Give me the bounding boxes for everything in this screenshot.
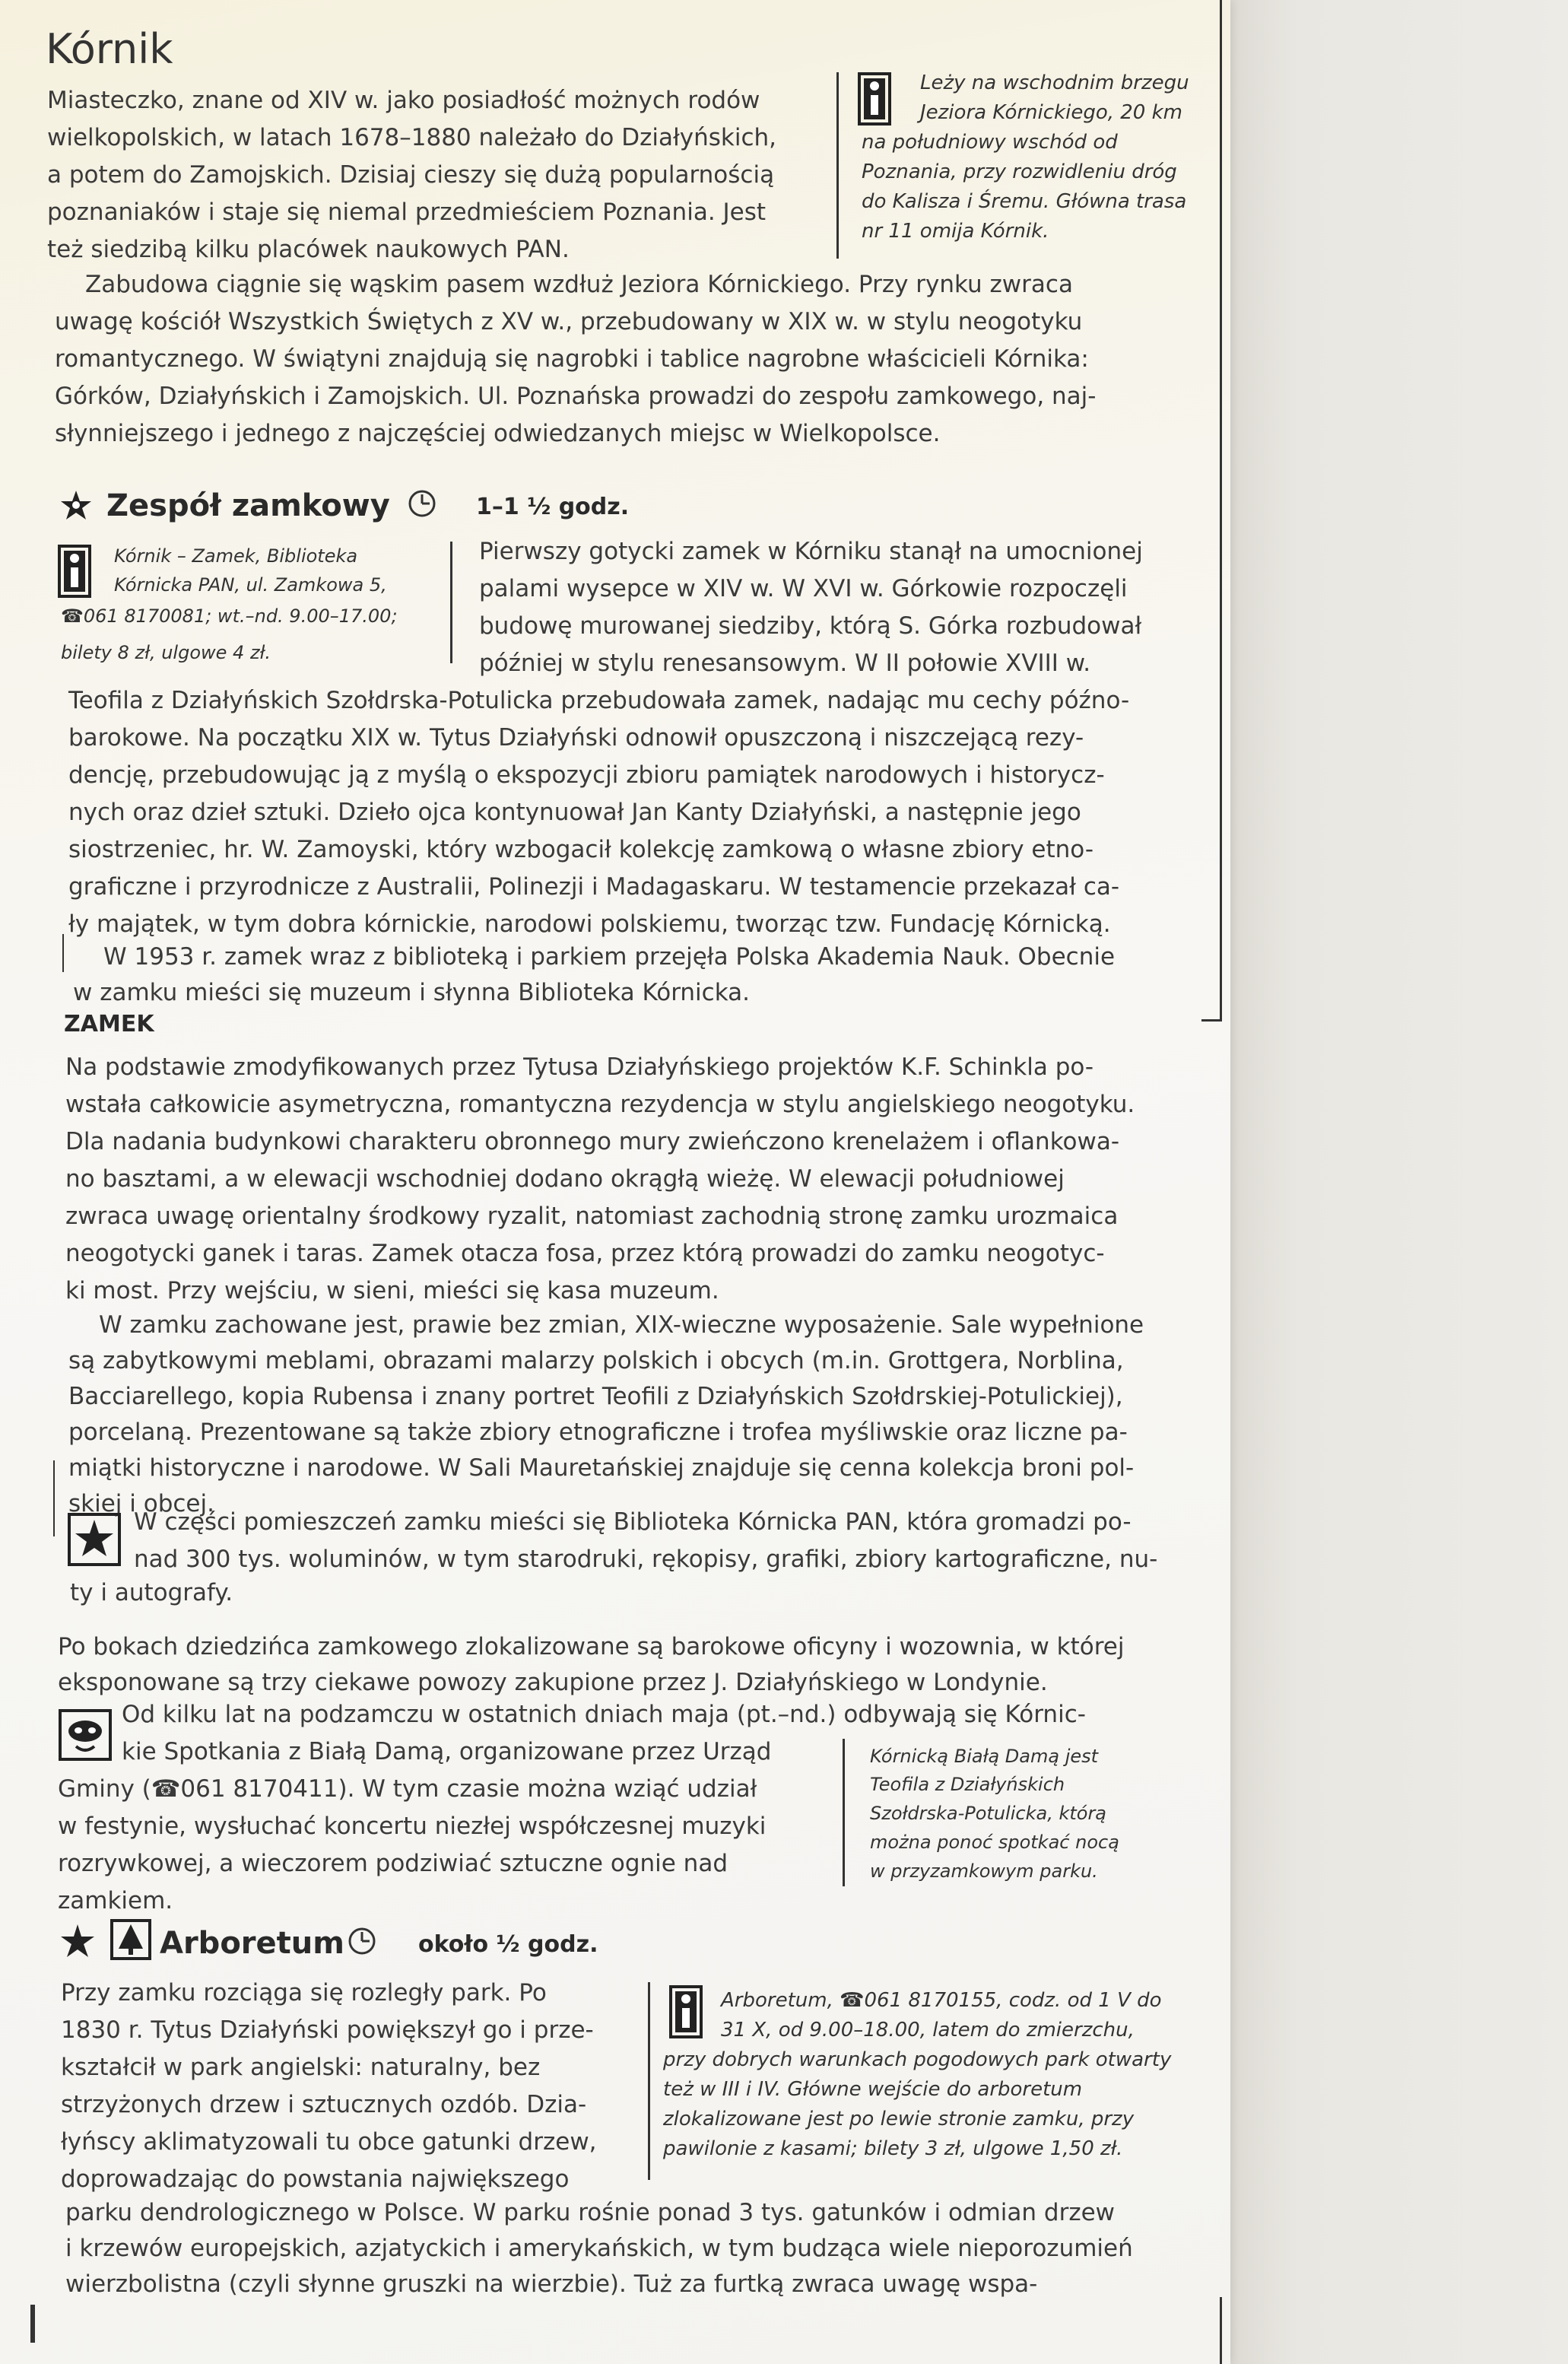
- paragraph-line: słynniejszego i jednego z najczęściej odwiedzanych miejsc w Wielkopolsce.: [55, 420, 941, 447]
- paragraph-line: łyńscy aklimatyzowali tu obce gatunki drzew,: [61, 2128, 597, 2156]
- paragraph-line: neogotycki ganek i taras. Zamek otacza fosa, przez którą prowadzi do zamku neogotyc-: [65, 1240, 1105, 1267]
- paragraph-line: rozrywkowej, a wieczorem podziwiać sztuczne ognie nad: [58, 1850, 728, 1877]
- info-line: pawilonie z kasami; bilety 3 zł, ulgowe 1,50 zł.: [663, 2137, 1123, 2160]
- clock-icon: [407, 488, 437, 519]
- sidenote-line: Leży na wschodnim brzegu: [920, 71, 1189, 94]
- sidenote-line: Jeziora Kórnickiego, 20 km: [920, 101, 1182, 124]
- star-icon: [59, 1923, 96, 1959]
- paragraph-line: wierzbolistna (czyli słynne gruszki na wierzbie). Tuż za furtką zwraca uwagę wspa-: [65, 2270, 1038, 2298]
- info-line: zlokalizowane jest po lewie stronie zamku, przy: [663, 2108, 1135, 2130]
- info-line: też w III i IV. Główne wejście do arboretum: [663, 2078, 1083, 2101]
- margin-mark: [53, 1460, 55, 1536]
- paragraph-line: siostrzeniec, hr. W. Zamoyski, który wzbogacił kolekcję zamkową o własne zbiory etno-: [68, 836, 1094, 863]
- info-line: Kórnik – Zamek, Biblioteka: [114, 545, 358, 567]
- star-icon: [59, 488, 93, 522]
- paragraph-line: graficzne i przyrodnicze z Australii, Polinezji i Madagaskaru. W testamencie przekazał ca-: [68, 873, 1120, 901]
- paragraph-line: W części pomieszczeń zamku mieści się Biblioteka Kórnicka PAN, która gromadzi po-: [134, 1508, 1132, 1536]
- sidenote-line: nr 11 omija Kórnik.: [862, 220, 1049, 243]
- info-line: 31 X, od 9.00–18.00, latem do zmierzchu,: [721, 2019, 1135, 2041]
- paragraph-line: i krzewów europejskich, azjatyckich i amerykańskich, w tym budząca wiele nieporozumień: [65, 2235, 1133, 2262]
- paragraph-line: miątki historyczne i narodowe. W Sali Mauretańskiej znajduje się cenna kolekcja broni pol-: [68, 1454, 1135, 1482]
- info-line: przy dobrych warunkach pogodowych park otwarty: [663, 2048, 1172, 2071]
- paragraph-line: nad 300 tys. woluminów, w tym starodruki, rękopisy, grafiki, zbiory kartograficzne, nu-: [134, 1546, 1158, 1573]
- intro-line: a potem do Zamojskich. Dzisiaj cieszy się dużą popularnością: [47, 161, 775, 189]
- paragraph-line: W zamku zachowane jest, prawie bez zmian, XIX-wieczne wyposażenie. Sale wypełnione: [99, 1311, 1144, 1339]
- paragraph-line: eksponowane są trzy ciekawe powozy zakupione przez J. Działyńskiego w Londynie.: [58, 1669, 1048, 1696]
- zamek-heading: ZAMEK: [64, 1011, 154, 1037]
- intro-line: wielkopolskich, w latach 1678–1880 należało do Działyńskich,: [47, 124, 777, 151]
- castle-visit-time: 1–1 ½ godz.: [476, 494, 630, 520]
- sidenote-line: w przyzamkowym parku.: [870, 1860, 1098, 1882]
- paragraph-line: uwagę kościół Wszystkich Świętych z XV w., przebudowany w XIX w. w stylu neogotyku: [55, 308, 1083, 335]
- paragraph-line: nych oraz dzieł sztuki. Dzieło ojca kontynuował Jan Kanty Działyński, a następnie jego: [68, 799, 1081, 826]
- info-line: bilety 8 zł, ulgowe 4 zł.: [61, 642, 271, 663]
- sidenote-line: Teofila z Działyńskich: [870, 1774, 1065, 1795]
- paragraph-line: parku dendrologicznego w Polsce. W parku rośnie ponad 3 tys. gatunków i odmian drzew: [65, 2199, 1116, 2226]
- paragraph-line: doprowadzając do powstania największego: [61, 2165, 570, 2193]
- sidenote-line: do Kalisza i Śremu. Główna trasa: [862, 190, 1187, 213]
- sidenote-rule: [843, 1739, 845, 1886]
- info-icon: [669, 1985, 703, 2038]
- paragraph-line: porcelaną. Prezentowane są także zbiory etnograficzne i trofea myśliwskie oraz liczne pa-: [68, 1419, 1128, 1446]
- paragraph-line: dencję, przebudowując ją z myślą o ekspozycji zbioru pamiątek narodowych i historycz-: [68, 761, 1105, 789]
- info-box-rule: [648, 1982, 650, 2180]
- paragraph-line: Po bokach dziedzińca zamkowego zlokalizowane są barokowe oficyny i wozownia, w której: [58, 1633, 1125, 1660]
- intro-line: poznaniaków i staje się niemal przedmieściem Poznania. Jest: [47, 199, 767, 226]
- sidenote-line: można ponoć spotkać nocą: [870, 1832, 1119, 1853]
- info-box-rule: [450, 542, 452, 663]
- paragraph-line: ki most. Przy wejściu, w sieni, mieści się kasa muzeum.: [65, 1277, 719, 1304]
- paragraph-line: palami wysepce w XIV w. W XVI w. Górkowie rozpoczęli: [479, 575, 1128, 602]
- page-title: Kórnik: [46, 25, 173, 73]
- margin-bracket-rule: [1220, 0, 1222, 1022]
- paragraph-line: Zabudowa ciągnie się wąskim pasem wzdłuż Jeziora Kórnickiego. Przy rynku zwraca: [85, 271, 1073, 298]
- paragraph-line: w festynie, wysłuchać koncertu niezłej współczesnej muzyki: [58, 1813, 767, 1840]
- paragraph-line: później w stylu renesansowym. W II połowie XVIII w.: [479, 650, 1091, 677]
- background-surface: [1230, 0, 1568, 2364]
- margin-mark: [62, 934, 64, 972]
- info-icon: [58, 545, 91, 598]
- info-line: ☎061 8170081; wt.–nd. 9.00–17.00;: [61, 605, 398, 627]
- paragraph-line: zamkiem.: [58, 1887, 173, 1914]
- sidenote-line: Szołdrska-Potulicka, którą: [870, 1803, 1107, 1824]
- arboretum-heading: Arboretum: [160, 1926, 344, 1961]
- paragraph-line: Przy zamku rozciąga się rozległy park. Po: [61, 1979, 547, 2007]
- arboretum-visit-time: około ½ godz.: [418, 1931, 598, 1958]
- paragraph-line: skiej i obcej.: [68, 1490, 214, 1517]
- paragraph-line: są zabytkowymi meblami, obrazami malarzy polskich i obcych (m.in. Grottgera, Norblina,: [68, 1347, 1124, 1374]
- paragraph-line: W 1953 r. zamek wraz z biblioteką i parkiem przejęła Polska Akademia Nauk. Obecnie: [103, 943, 1116, 971]
- paragraph-line: ty i autografy.: [70, 1579, 233, 1606]
- paragraph-line: romantycznego. W świątyni znajdują się nagrobki i tablice nagrobne właścicieli Kórnika:: [55, 345, 1089, 373]
- paragraph-line: kie Spotkania z Białą Damą, organizowane przez Urząd: [122, 1738, 772, 1765]
- sidenote-line: Kórnicką Białą Damą jest: [870, 1746, 1099, 1767]
- paragraph-line: Od kilku lat na podzamczu w ostatnich dniach maja (pt.–nd.) odbywają się Kórnic-: [122, 1701, 1086, 1728]
- paragraph-line: Teofila z Działyńskich Szołdrska-Potulicka przebudowała zamek, nadając mu cechy późno-: [68, 687, 1130, 714]
- sidenote-line: na południowy wschód od: [862, 131, 1118, 154]
- sidenote-line: Poznania, przy rozwidleniu dróg: [862, 160, 1177, 183]
- event-mask-icon: [58, 1708, 113, 1762]
- star-highlight-icon: [67, 1512, 122, 1567]
- paragraph-line: wstała całkowicie asymetryczna, romantyczna rezydencja w stylu angielskiego neogotyku.: [65, 1091, 1135, 1118]
- paragraph-line: Dla nadania budynkowi charakteru obronnego mury zwieńczono krenelażem i oflankowa-: [65, 1128, 1120, 1155]
- info-line: Kórnicka PAN, ul. Zamkowa 5,: [114, 574, 387, 596]
- paragraph-line: w zamku mieści się muzeum i słynna Biblioteka Kórnicka.: [73, 979, 750, 1006]
- tree-icon: [110, 1918, 152, 1961]
- intro-line: też siedzibą kilku placówek naukowych PAN.: [47, 236, 570, 263]
- paragraph-line: Gminy (☎061 8170411). W tym czasie można wziąć udział: [58, 1775, 757, 1803]
- sidenote-rule: [836, 72, 839, 259]
- paragraph-line: ły majątek, w tym dobra kórnickie, narodowi polskiemu, tworząc tzw. Fundację Kórnicką.: [68, 910, 1111, 938]
- paragraph-line: no basztami, a w elewacji wschodniej dodano okrągłą wieżę. W elewacji południowej: [65, 1165, 1065, 1193]
- paragraph-line: Bacciarellego, kopia Rubensa i znany portret Teofili z Działyńskich Szołdrskiej-Potulickiej),: [68, 1383, 1123, 1410]
- margin-rule-bottom: [1220, 2297, 1222, 2364]
- intro-line: Miasteczko, znane od XIV w. jako posiadłość możnych rodów: [47, 87, 760, 114]
- castle-heading: Zespół zamkowy: [106, 488, 390, 523]
- paragraph-line: kształcił w park angielski: naturalny, bez: [61, 2054, 541, 2081]
- paragraph-line: strzyżonych drzew i sztucznych ozdób. Dzia-: [61, 2091, 587, 2118]
- margin-mark: [30, 2305, 35, 2343]
- paragraph-line: barokowe. Na początku XIX w. Tytus Działyński odnowił opuszczoną i niszczejącą rezy-: [68, 724, 1084, 751]
- paragraph-line: Na podstawie zmodyfikowanych przez Tytusa Działyńskiego projektów K.F. Schinkla po-: [65, 1053, 1094, 1081]
- info-icon: [858, 72, 891, 126]
- info-line: Arboretum, ☎061 8170155, codz. od 1 V do: [721, 1989, 1162, 2012]
- paragraph-line: Górków, Działyńskich i Zamojskich. Ul. Poznańska prowadzi do zespołu zamkowego, naj-: [55, 383, 1097, 410]
- clock-icon: [347, 1926, 377, 1956]
- paragraph-line: 1830 r. Tytus Działyński powiększył go i prze-: [61, 2016, 594, 2044]
- paragraph-line: zwraca uwagę orientalny środkowy ryzalit, natomiast zachodnią stronę zamku urozmaica: [65, 1203, 1119, 1230]
- paragraph-line: Pierwszy gotycki zamek w Kórniku stanął na umocnionej: [479, 538, 1143, 565]
- margin-bracket-foot: [1201, 1019, 1222, 1022]
- paragraph-line: budowę murowanej siedziby, którą S. Górka rozbudował: [479, 612, 1142, 640]
